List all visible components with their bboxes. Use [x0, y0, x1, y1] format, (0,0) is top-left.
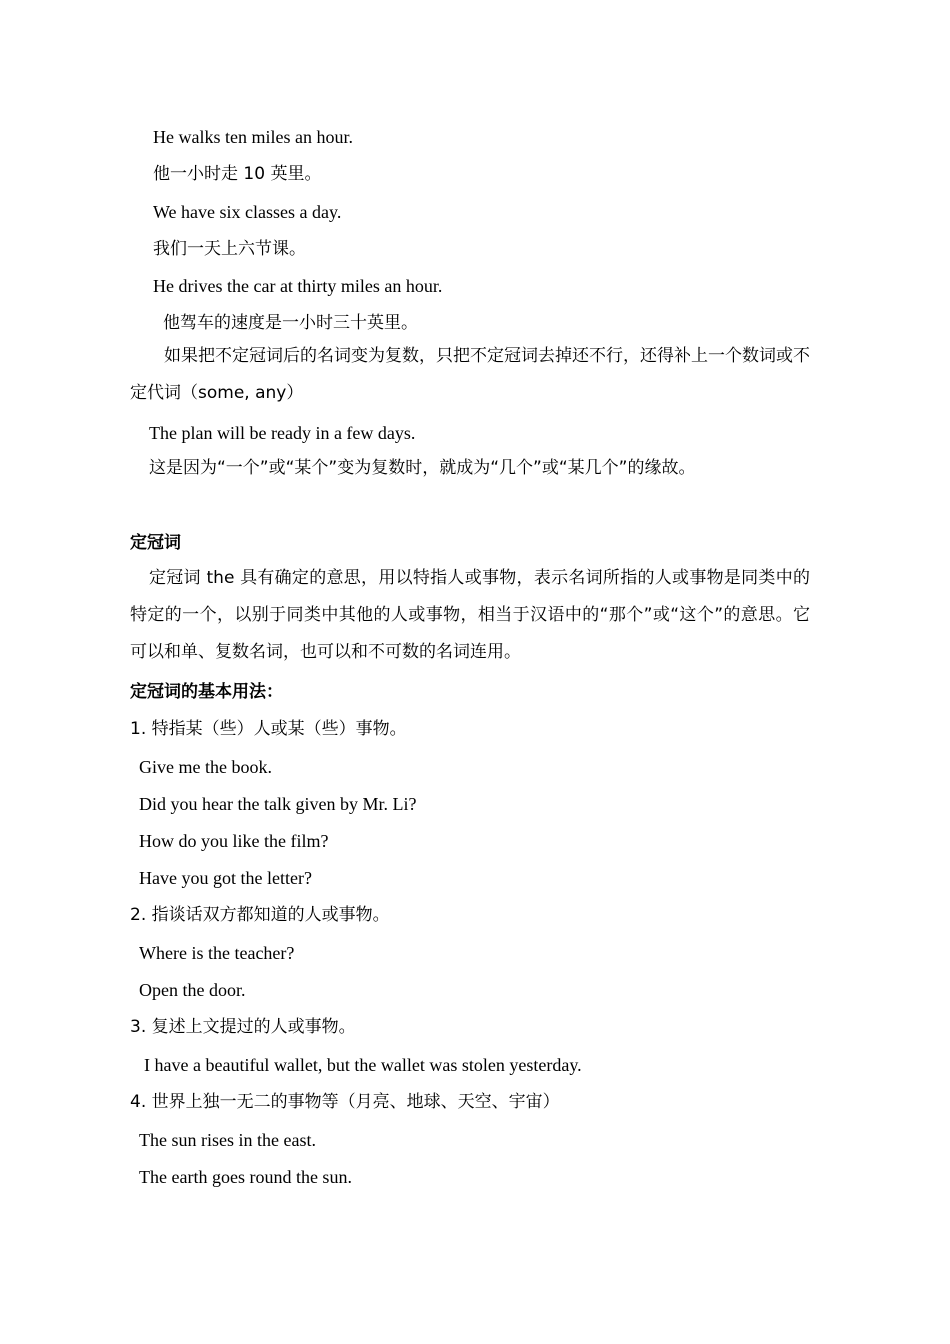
example-sentence: Did you hear the talk given by Mr. Li? — [139, 794, 417, 814]
example-sentence: Have you got the letter? — [139, 868, 312, 888]
example-sentence: Where is the teacher? — [139, 943, 295, 963]
example-sentence: I have a beautiful wallet, but the wallet was stolen yesterday. — [144, 1055, 582, 1075]
translation: 我们一天上六节课。 — [153, 239, 306, 259]
paragraph: 如果把不定冠词后的名词变为复数，只把不定冠词去掉还不行，还得补上一个数词或不定代词（some, any） — [130, 346, 810, 403]
paragraph: 定冠词 the 具有确定的意思，用以特指人或事物，表示名词所指的人或事物是同类中的特定的一个，以别于同类中其他的人或事物，相当于汉语中的“那个”或“这个”的意思。它可以和单、复数名词，也可以和不可数的名词连用。 — [130, 568, 810, 662]
example-sentence: The sun rises in the east. — [139, 1130, 316, 1150]
example-sentence: Give me the book. — [139, 757, 272, 777]
example-sentence: The earth goes round the sun. — [139, 1167, 352, 1187]
example-sentence: Open the door. — [139, 980, 246, 1000]
section-heading: 定冠词 — [130, 533, 181, 553]
list-item: 1. 特指某（些）人或某（些）事物。 — [130, 719, 407, 739]
translation: 他驾车的速度是一小时三十英里。 — [163, 313, 418, 333]
paragraph: 这是因为“一个”或“某个”变为复数时，就成为“几个”或“某几个”的缘故。 — [149, 458, 696, 478]
example-sentence: How do you like the film? — [139, 831, 329, 851]
example-sentence: We have six classes a day. — [153, 202, 342, 222]
example-sentence: He drives the car at thirty miles an hour. — [153, 276, 443, 296]
list-item: 2. 指谈话双方都知道的人或事物。 — [130, 905, 390, 925]
translation: 他一小时走 10 英里。 — [153, 164, 322, 184]
example-sentence: The plan will be ready in a few days. — [149, 423, 416, 443]
list-item: 3. 复述上文提过的人或事物。 — [130, 1017, 356, 1037]
list-item: 4. 世界上独一无二的事物等（月亮、地球、天空、宇宙） — [130, 1092, 560, 1112]
subsection-heading: 定冠词的基本用法： — [130, 682, 283, 702]
example-sentence: He walks ten miles an hour. — [153, 127, 353, 147]
